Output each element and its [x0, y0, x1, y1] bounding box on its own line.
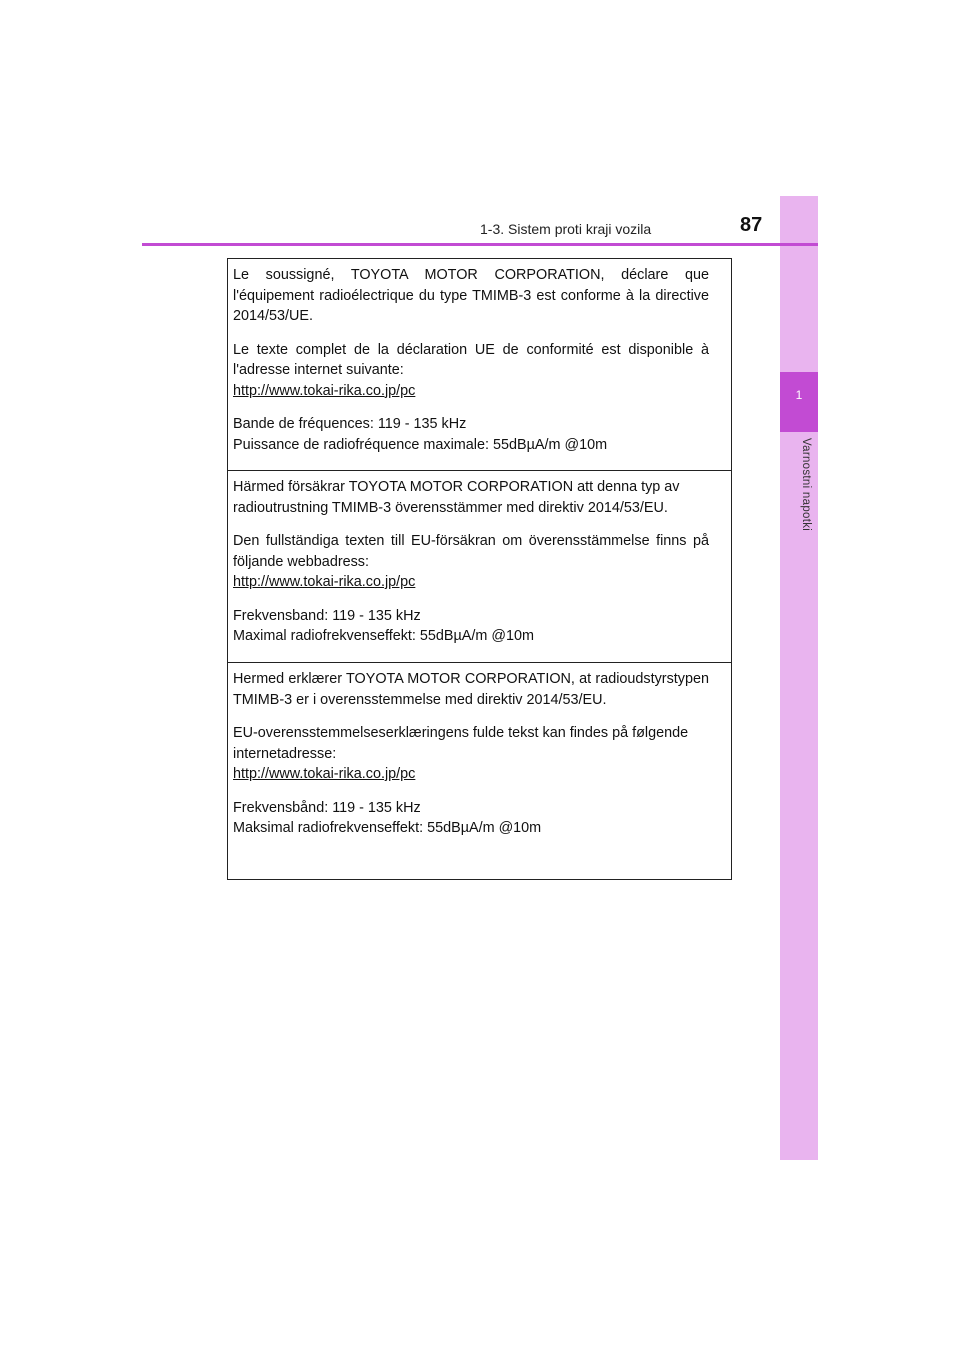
declaration-url-link[interactable]: http://www.tokai-rika.co.jp/pc: [233, 766, 416, 782]
chapter-number: 1: [795, 388, 803, 402]
power-text: Maksimal radiofrekvenseffekt: 55dBµA/m @10m: [233, 820, 542, 836]
frequency-text: Frekvensband: 119 - 135 kHz: [233, 607, 421, 624]
availability-text: EU-overensstemmelseserklæringens fulde tekst kan findes på følgende internetadresse:: [233, 725, 689, 762]
header-rule: [142, 243, 818, 246]
chapter-label: Varnostni napotki: [800, 438, 812, 532]
chapter-side-tab: [780, 196, 818, 1160]
power-text: Maximal radiofrekvenseffekt: 55dBµA/m @10m: [233, 628, 534, 644]
section-title: 1-3. Sistem proti kraji vozila: [480, 221, 652, 237]
declaration-text: Härmed försäkrar TOYOTA MOTOR CORPORATION att denna typ av radioutrustning TMIMB-3 överensstämmer med direktiv 2014/53/EU.: [233, 479, 680, 516]
page-number: 87: [740, 214, 763, 236]
declaration-text: Hermed erklærer TOYOTA MOTOR CORPORATION, at radioudstyrstypen TMIMB-3 er i overensstemmelse med direktiv 2014/53/EU.: [233, 671, 709, 708]
declaration-box-swedish: [227, 470, 732, 662]
chapter-tab-active-marker[interactable]: [780, 372, 818, 432]
availability-text: Den fullständiga texten till EU-försäkran om överensstämmelse finns på följande webbadress:: [233, 533, 709, 570]
declaration-text: Le soussigné, TOYOTA MOTOR CORPORATION, déclare que l'équipement radioélectrique du type TMIMB-3 est conforme à la directive 2014/53/UE.: [233, 267, 709, 324]
declaration-url-link[interactable]: http://www.tokai-rika.co.jp/pc: [233, 382, 416, 399]
declaration-box-danish: [227, 662, 732, 880]
power-text: Puissance de radiofréquence maximale: 55dBµA/m @10m: [233, 436, 608, 453]
declaration-box-french: [227, 258, 732, 470]
frequency-text: Bande de fréquences: 119 - 135 kHz: [233, 416, 467, 432]
declaration-url-link[interactable]: http://www.tokai-rika.co.jp/pc: [233, 574, 416, 590]
frequency-text: Frekvensbånd: 119 - 135 kHz: [233, 799, 421, 816]
availability-text: Le texte complet de la déclaration UE de conformité est disponible à l'adresse internet suivante:: [233, 341, 709, 378]
